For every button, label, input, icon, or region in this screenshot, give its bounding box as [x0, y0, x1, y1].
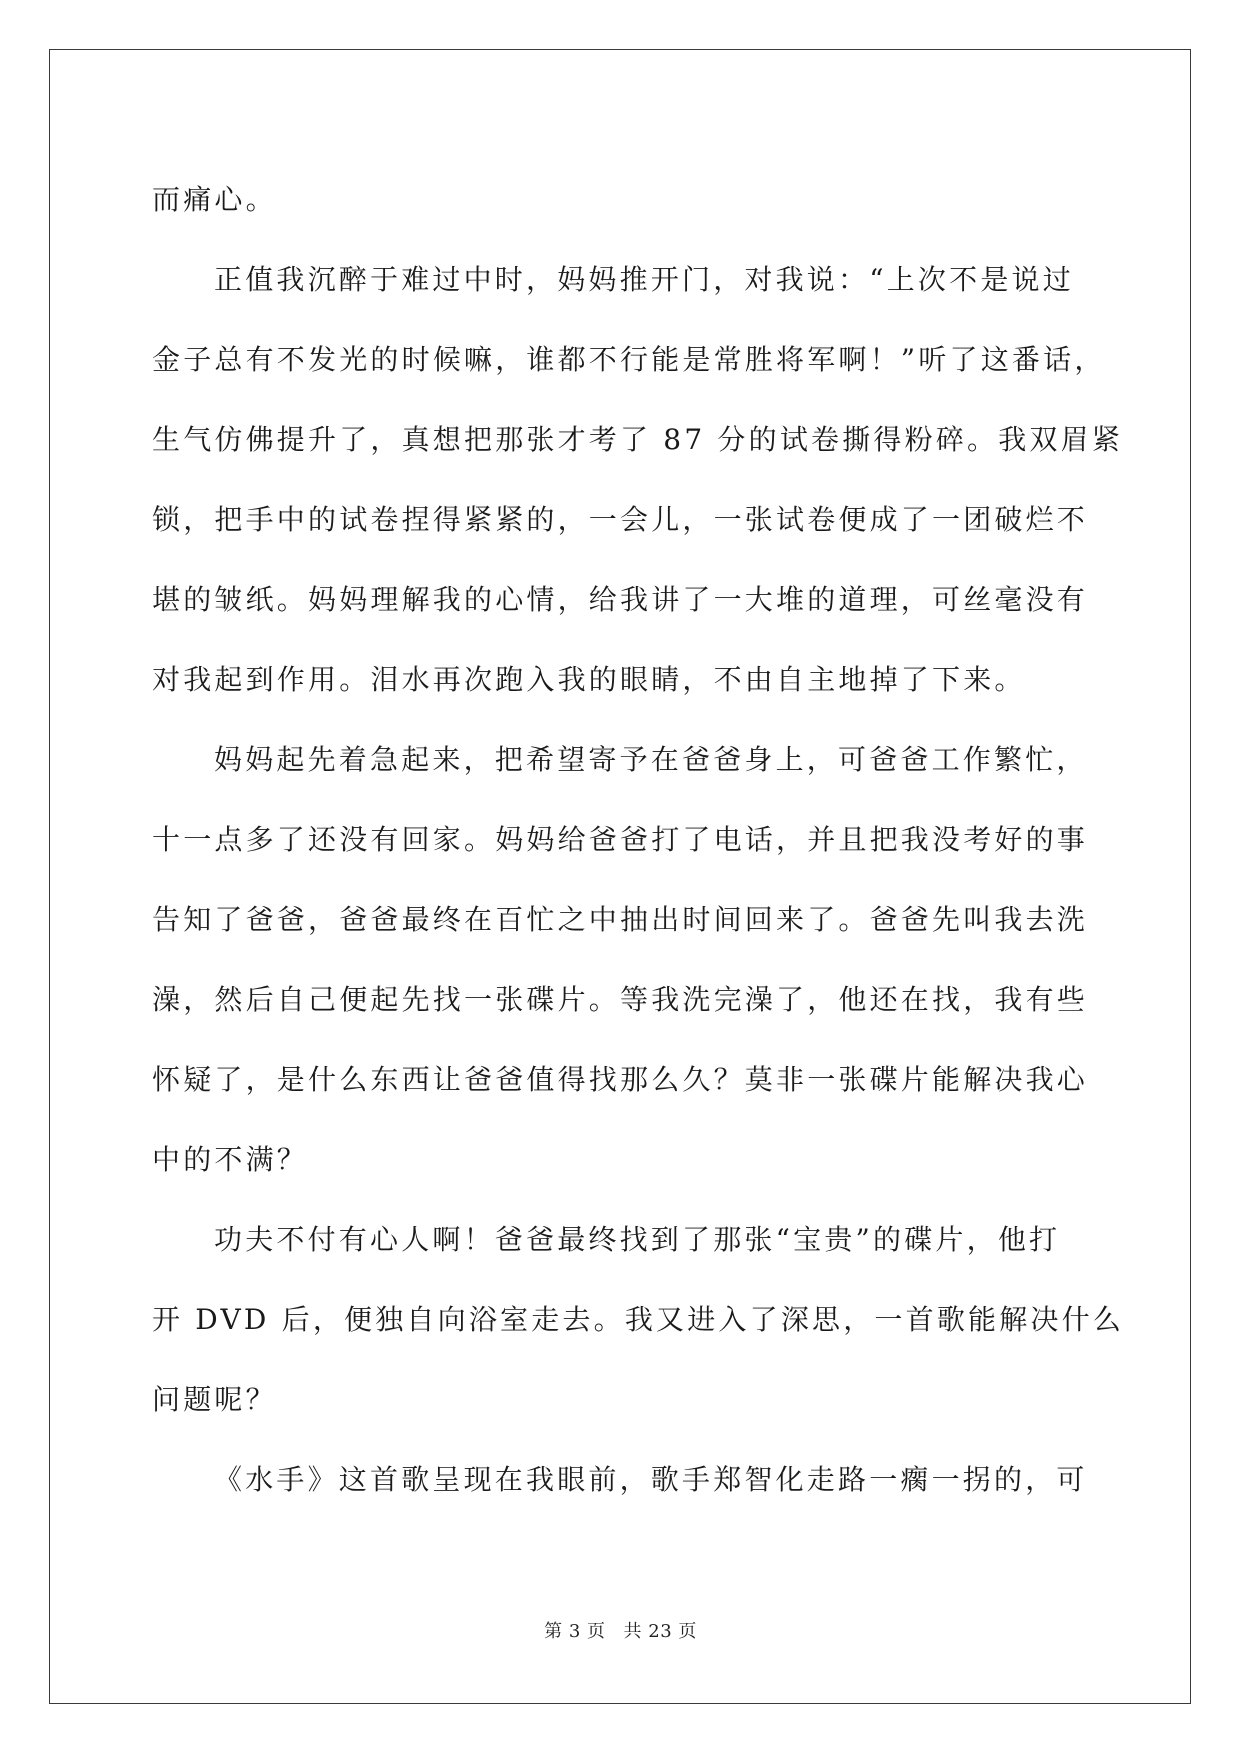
text-line: 开 DVD 后，便独自向浴室走去。我又进入了深思，一首歌能解决什么 [152, 1303, 1125, 1336]
text-line: 十一点多了还没有回家。妈妈给爸爸打了电话，并且把我没考好的事 [152, 823, 1089, 856]
total-pages: 共 23 页 [623, 1621, 697, 1642]
text-line: 锁，把手中的试卷捏得紧紧的，一会儿，一张试卷便成了一团破烂不 [152, 503, 1089, 536]
text-line: 对我起到作用。泪水再次跑入我的眼睛，不由自主地掉了下来。 [152, 663, 1026, 696]
text-line: 金子总有不发光的时候嘛，谁都不行能是常胜将军啊！”听了这番话， [152, 343, 1106, 376]
page-footer [0, 1617, 1241, 1643]
page-number: 第 3 页 [544, 1621, 606, 1642]
text-line: 功夫不付有心人啊！爸爸最终找到了那张“宝贵”的碟片，他打 [214, 1223, 1061, 1256]
document-body [152, 160, 1125, 1520]
text-line: 生气仿佛提升了，真想把那张才考了 87 分的试卷撕得粉碎。我双眉紧 [152, 423, 1124, 456]
text-line: 《水手》这首歌呈现在我眼前，歌手郑智化走路一瘸一拐的，可 [214, 1463, 1088, 1496]
text-line: 堪的皱纸。妈妈理解我的心情，给我讲了一大堆的道理，可丝毫没有 [152, 583, 1089, 616]
text-line: 告知了爸爸，爸爸最终在百忙之中抽出时间回来了。爸爸先叫我去洗 [152, 903, 1089, 936]
text-line: 问题呢？ [152, 1383, 277, 1416]
text-line: 而痛心。 [152, 183, 277, 216]
text-line: 澡，然后自己便起先找一张碟片。等我洗完澡了，他还在找，我有些 [152, 983, 1089, 1016]
text-line: 中的不满？ [152, 1143, 309, 1176]
text-line: 妈妈起先着急起来，把希望寄予在爸爸身上，可爸爸工作繁忙， [214, 743, 1088, 776]
text-line: 怀疑了，是什么东西让爸爸值得找那么久？莫非一张碟片能解决我心 [152, 1063, 1089, 1096]
text-line: 正值我沉醉于难过中时，妈妈推开门，对我说：“上次不是说过 [214, 263, 1074, 296]
